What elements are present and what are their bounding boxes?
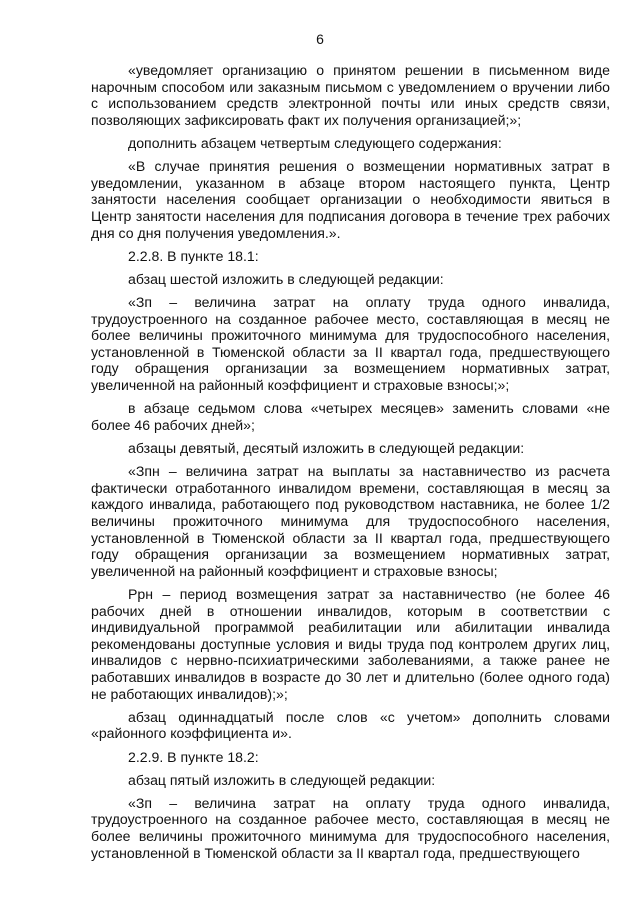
paragraph-reimbursement-decision: «В случае принятия решения о возмещении нормативных затрат в уведомлении, указанном в абзаце втором настоящего пункта, Центр занятости населения сообщает организации о необходимости явиться в Центр занятости населения для подписания договора в течение трех рабочих дня со дня получения уведомления.». (91, 158, 610, 241)
paragraph-eleventh-amend: абзац одиннадцатый после слов «с учетом» дополнить словами «районного коэффициента и». (91, 708, 610, 742)
paragraph-fifth-edition: абзац пятый изложить в следующей редакции: (128, 771, 436, 788)
paragraph-clause-2-2-9: 2.2.9. В пункте 18.2: (128, 748, 259, 765)
paragraph-sixth-edition: абзац шестой изложить в следующей редакции: (128, 270, 444, 287)
paragraph-seventh-replace: в абзаце седьмом слова «четырех месяцев» заменить словами «не более 46 рабочих дней»; (91, 400, 610, 433)
paragraph-zp-definition-2: «Зп – величина затрат на оплату труда одного инвалида, трудоустроенного на созданное рабочее место, составляющая в месяц не более величины прожиточного минимума для трудоспособного населения, установленной в Тюменской области за II квартал года, предшествующего (91, 794, 610, 861)
paragraph-ninth-tenth-edition: абзацы девятый, десятый изложить в следующей редакции: (128, 440, 525, 457)
document-body (91, 62, 610, 868)
paragraph-notification-text: «уведомляет организацию о принятом решении в письменном виде нарочным способом или заказным письмом с уведомлением о вручении либо с использованием средств электронной почты или иных средств связи, позволяющих зафиксировать факт их получения организацией;»; (91, 62, 610, 128)
paragraph-add-fourth: дополнить абзацем четвертым следующего содержания: (128, 134, 502, 151)
page-number: 6 (316, 31, 324, 47)
paragraph-zpn-definition: «Зпн – величина затрат на выплаты за наставничество из расчета фактически отработанного инвалидом времени, составляющая в месяц за каждого инвалида, работающего под руководством наставника, не более 1/2 величины прожиточного минимума для трудоспособного населения, установленной в Тюменской области за II квартал года, предшествующего году обращения организации за возмещением нормативных затрат, увеличенной на районный коэффициент и страховые взносы; (91, 463, 610, 579)
paragraph-zp-definition: «Зп – величина затрат на оплату труда одного инвалида, трудоустроенного на созданное рабочее место, составляющая в месяц не более величины прожиточного минимума для трудоспособного населения, установленной в Тюменской области за II квартал года, предшествующего году обращения организации за возмещением нормативных затрат, увеличенной на районный коэффициент и страховые взносы;»; (91, 294, 610, 394)
paragraph-clause-2-2-8: 2.2.8. В пункте 18.1: (128, 247, 259, 264)
paragraph-rrn-definition: Ррн – период возмещения затрат за наставничество (не более 46 рабочих дней в отношении инвалидов, которым в соответствии с индивидуальной программой реабилитации или абилитации инвалида рекомендованы доступные условия и виды труда под контролем других лиц, инвалидов с нервно-психиатрическими заболеваниями, а также ранее не работавших инвалидов в возрасте до 30 лет и длительно (более одного года) не работающих инвалидов);»; (91, 585, 610, 702)
